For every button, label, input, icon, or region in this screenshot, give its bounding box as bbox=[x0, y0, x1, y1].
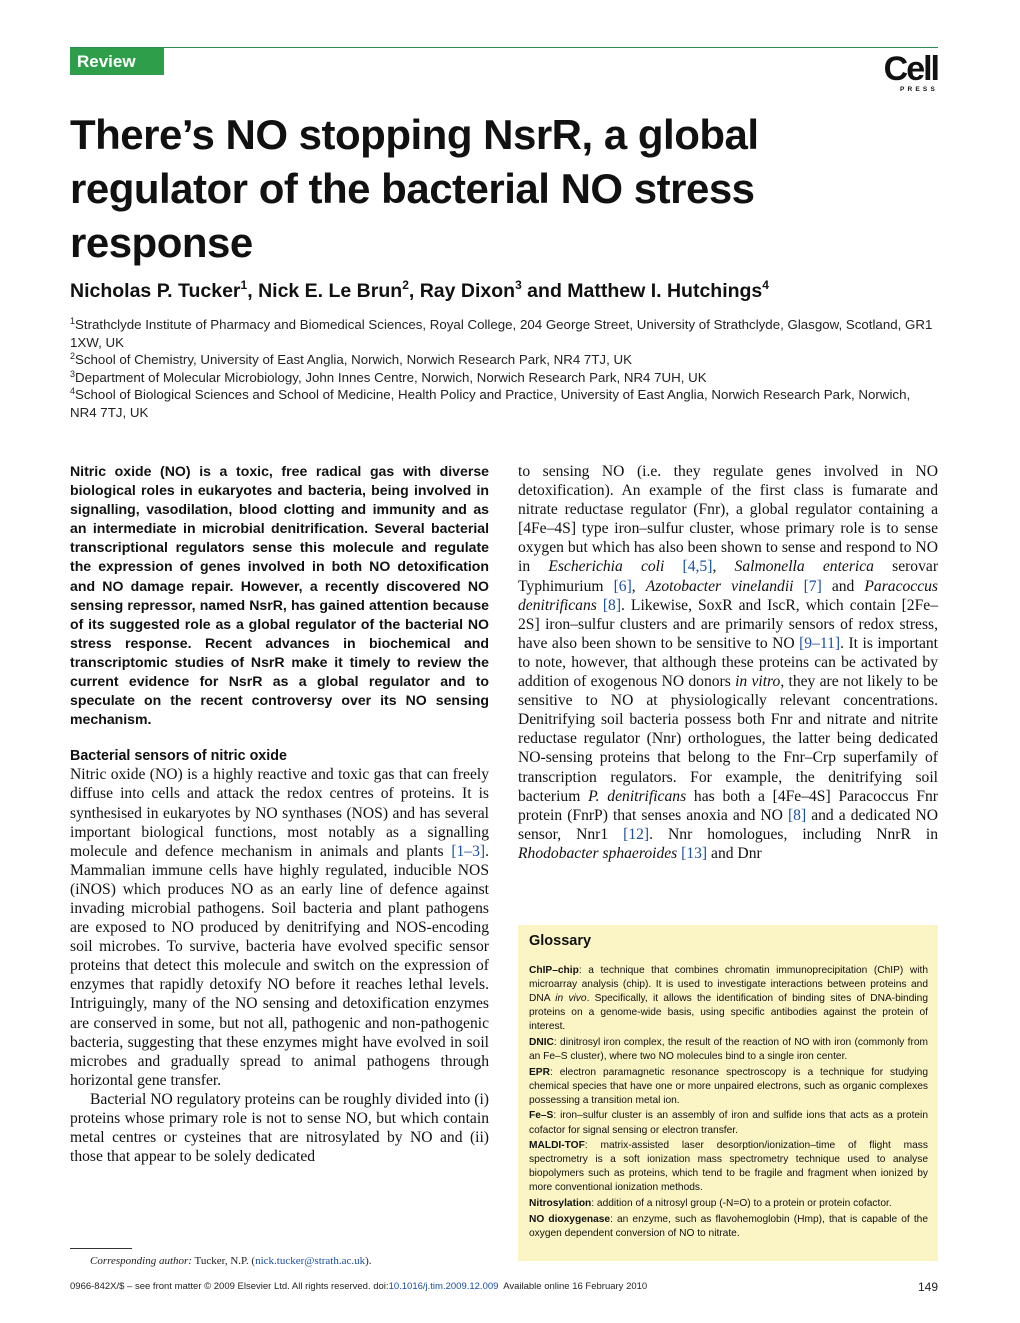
affiliation-number: 2 bbox=[70, 351, 76, 361]
page-footer bbox=[70, 1281, 710, 1293]
glossary-entry bbox=[529, 1036, 928, 1064]
glossary-entry bbox=[529, 1139, 928, 1195]
affiliation-text: Strathclyde Institute of Pharmacy and Biomedical Sciences, Royal College, 204 George Street, University of Strathclyde, Glasgow, Scotland, GR1 1XW, UK bbox=[70, 317, 933, 350]
doi-link[interactable]: 10.1016/j.tim.2009.12.009 bbox=[388, 1281, 499, 1292]
species-name: Salmonella enterica bbox=[734, 558, 874, 576]
cell-press-logo bbox=[880, 52, 938, 96]
footnote-name: Tucker, N.P. ( bbox=[191, 1255, 256, 1267]
species-name: Escherichia coli bbox=[548, 558, 665, 576]
body-text-run: to sensing NO (i.e. they regulate genes involved in NO detoxification). An example of the first class is fumarate and nitrate reductase regulator (Fnr), a global regulator containing a [4Fe–4S] type iron–sulfur cluster, whose primary role is to sense oxygen but which has also been shown to sense and respond to NO in bbox=[518, 463, 938, 576]
glossary-entry bbox=[529, 964, 928, 1034]
author-affil-mark: 1 bbox=[240, 278, 248, 292]
affiliation-text: Department of Molecular Microbiology, John Innes Centre, Norwich, Norwich Research Park, NR4 7UH, UK bbox=[75, 369, 707, 385]
page-number: 149 bbox=[917, 1280, 938, 1294]
affiliation-number: 3 bbox=[70, 368, 76, 379]
right-column bbox=[518, 462, 938, 863]
citation-link[interactable]: [12] bbox=[623, 825, 650, 843]
author-separator: , bbox=[408, 280, 420, 302]
glossary-box bbox=[518, 925, 938, 1261]
author-name: Ray Dixon bbox=[419, 280, 516, 302]
citation-link[interactable]: [6] bbox=[613, 577, 632, 595]
article-title: There’s NO stopping NsrR, a global regulator of the bacterial NO stress response bbox=[70, 111, 759, 266]
author-list bbox=[70, 277, 938, 305]
citation-link[interactable]: [7] bbox=[803, 577, 822, 595]
body-text-run: . Nnr homologues, including NnrR in bbox=[649, 825, 938, 843]
citation-link[interactable]: [13] bbox=[681, 844, 708, 862]
body-text-run: serovar Typhimurium bbox=[518, 558, 939, 595]
affiliation-number: 1 bbox=[70, 316, 76, 326]
glossary-term: MALDI-TOF bbox=[529, 1140, 585, 1152]
author-name: Nick E. Le Brun bbox=[258, 280, 403, 302]
species-name: P. denitrificans bbox=[588, 787, 687, 805]
footnote-label: Corresponding author: bbox=[90, 1255, 192, 1267]
footnote-close: ). bbox=[365, 1255, 372, 1267]
glossary-title: Glossary bbox=[529, 933, 592, 949]
citation-link[interactable]: [4,5] bbox=[682, 558, 713, 576]
glossary-term: Fe–S bbox=[529, 1110, 554, 1122]
section-heading: Bacterial sensors of nitric oxide bbox=[70, 748, 287, 765]
abstract: Nitric oxide (NO) is a toxic, free radical gas with diverse biological roles in eukaryotes and bacteria, being involved in signalling, vasodilation, blood clotting and immunity and as an intermediate in microbial denitrification. Several bacterial transcriptional regulators sense this molecule and regulate the expression of genes involved in both NO detoxification and NO damage repair. However, a recently discovered NO sensing repressor, named NsrR, has gained attention because of its suggested role as a global regulator of the bacterial NO stress response. Recent advances in biochemical and transcriptomic studies of NsrR make it timely to review the current evidence for NsrR as a global regulator and to speculate on the recent controversy over its NO sensing mechanism. bbox=[70, 463, 489, 728]
species-name: Rhodobacter sphaeroides bbox=[518, 844, 678, 862]
body-paragraph bbox=[70, 765, 489, 1090]
author-name: Nicholas P. Tucker bbox=[70, 280, 241, 302]
glossary-term: Nitrosylation bbox=[529, 1198, 592, 1209]
glossary-entry bbox=[529, 1066, 928, 1108]
citation-link[interactable]: [9–11] bbox=[799, 634, 841, 652]
glossary-term: DNIC bbox=[529, 1036, 554, 1048]
body-text-run: . Likewise, SoxR and IscR, which contain [2Fe–2S] iron–sulfur clusters and are primarily sensors of redox stress, have also been shown to be sensitive to NO bbox=[518, 596, 938, 652]
footer-online-date: Available online 16 February 2010 bbox=[498, 1281, 648, 1292]
glossary-entry bbox=[529, 1109, 928, 1137]
affiliation-number: 4 bbox=[70, 386, 76, 396]
body-paragraph bbox=[518, 462, 938, 863]
glossary-definition: : iron–sulfur cluster is an assembly of iron and sulfide ions that acts as a protein cofactor for signal sensing or electron transfer. bbox=[529, 1110, 928, 1136]
body-text-run: Nitric oxide (NO) is a highly reactive and toxic gas that can freely diffuse into cells and attack the redox centres of proteins. It is synthesised in eukaryotes by NO synthases (NOS) and has several important biological functions, most notably as a signalling molecule and defence mechanism in animals and plants bbox=[70, 766, 489, 860]
author-affil-mark: 2 bbox=[402, 278, 409, 292]
header-rule bbox=[70, 47, 938, 48]
glossary-term: ChIP–chip bbox=[529, 965, 579, 976]
footnote-rule bbox=[70, 1248, 132, 1249]
section-tag: Review bbox=[70, 48, 164, 75]
logo-word: Cell bbox=[883, 50, 938, 88]
affiliation bbox=[70, 369, 938, 387]
affiliation bbox=[70, 351, 938, 369]
affiliation-text: School of Chemistry, University of East Anglia, Norwich, Norwich Research Park, NR4 7TJ, UK bbox=[75, 352, 632, 367]
affiliation bbox=[70, 386, 938, 421]
citation-link[interactable]: [1–3] bbox=[451, 842, 486, 860]
author-name: Matthew I. Hutchings bbox=[567, 280, 763, 302]
author-affil-mark: 4 bbox=[762, 278, 769, 292]
author-separator: , bbox=[247, 280, 259, 302]
body-text-run: , bbox=[712, 558, 735, 576]
glossary-definition: : a technique that combines chromatin immunoprecipitation (ChIP) with microarray analysis (chip). It is used to investigate interactions between proteins and DNA bbox=[529, 965, 928, 1005]
body-text-run: . It is important to note, however, that although these proteins can be activated by addition of exogenous NO donors bbox=[518, 634, 939, 691]
author-email-link[interactable]: nick.tucker@strath.ac.uk bbox=[255, 1255, 366, 1267]
glossary-italic: in vivo bbox=[555, 993, 587, 1005]
left-column bbox=[70, 462, 489, 1166]
author-affil-mark: 3 bbox=[515, 278, 522, 292]
author-separator: and bbox=[521, 280, 568, 302]
italic-term: in vitro bbox=[735, 673, 781, 691]
glossary-definition: . Specifically, it allows the identification of binding sites of DNA-binding proteins on a genome-wide basis, using specific antibodies against the protein of interest. bbox=[529, 993, 928, 1033]
body-paragraph: Bacterial NO regulatory proteins can be roughly divided into (i) proteins whose primary role is not to sense NO, but which contain metal centres or cysteines that are nitrosylated by NO and (ii) those that appear to be solely dedicated bbox=[70, 1090, 489, 1166]
body-text-run: and bbox=[821, 577, 865, 595]
body-text-run: , bbox=[631, 577, 646, 595]
glossary-definition: : an enzyme, such as flavohemoglobin (Hmp), that is capable of the oxygen dependent conversion of NO to nitrate. bbox=[529, 1213, 928, 1239]
affiliation-text: School of Biological Sciences and School of Medicine, Health Policy and Practice, University of East Anglia, Norwich Research Park, Norwich, NR4 7TJ, UK bbox=[70, 387, 911, 420]
footer-issn: 0966-842X/$ – see front matter © 2009 Elsevier Ltd. All rights reserved. doi: bbox=[70, 1281, 389, 1292]
body-text-run: and a dedicated NO sensor, Nnr1 bbox=[518, 806, 938, 843]
body-text-run: . Mammalian immune cells have highly regulated, inducible NOS (iNOS) which produces NO as an early line of defence against invading microbial pathogens. Soil bacteria and plant pathogens are exposed to NO produced by denitrifying and NOS-encoding soil microbes. To survive, bacteria have evolved specific sensor proteins that detect this molecule and switch on the expression of enzymes that rapidly detoxify NO before it reaches lethal levels. Intriguingly, many of the NO sensing and detoxification enzymes are conserved in some, but not all, pathogenic and non-pathogenic bacteria, suggesting that these enzymes might have evolved in soil microbes and gradually spread to animal pathogens through horizontal gene transfer. bbox=[70, 842, 489, 1089]
glossary-entry bbox=[529, 1213, 928, 1241]
body-text-run: and Dnr bbox=[707, 844, 762, 862]
species-name: Azotobacter vinelandii bbox=[645, 577, 794, 595]
glossary-definition: : matrix-assisted laser desorption/ionization–time of flight mass spectrometry is a soft ionization mass spectrometry technique used to analyse biopolymers such as proteins, which tend to be fragile and fragment when ionized by more conventional ionization methods. bbox=[529, 1140, 928, 1194]
glossary-definition: : electron paramagnetic resonance spectroscopy is a technique for studying chemical species that have one or more unpaired electrons, such as organic complexes possessing a transition metal ion. bbox=[529, 1066, 928, 1106]
citation-link[interactable]: [8] bbox=[787, 806, 807, 824]
glossary-term: EPR bbox=[529, 1066, 550, 1078]
citation-link[interactable]: [8] bbox=[602, 596, 622, 614]
glossary-entry bbox=[529, 1197, 928, 1211]
body-text-run: , they are not likely to be sensitive to NO at physiologically relevant concentrations. Denitrifying soil bacteria possess both Fnr and nitrate and nitrite reductase regulator (Nnr) orthologues, the latter being dedicated NO-sensing proteins that belong to the Fnr–Crp superfamily of transcription regulators. For example, the denitrifying soil bacterium bbox=[518, 673, 938, 805]
glossary-term: NO dioxygenase bbox=[529, 1213, 611, 1225]
affiliation-list bbox=[70, 316, 938, 421]
corresponding-author-note bbox=[90, 1254, 510, 1268]
glossary-definition: : addition of a nitrosyl group (-N=O) to a protein or protein cofactor. bbox=[591, 1198, 892, 1209]
body-text-run bbox=[794, 578, 804, 595]
affiliation bbox=[70, 316, 938, 351]
logo-sub: PRESS bbox=[899, 86, 938, 93]
body-text-run: has both a [4Fe–4S] Paracoccus Fnr protein (FnrP) that senses anoxia and NO bbox=[518, 787, 939, 824]
species-name: Paracoccus denitrificans bbox=[518, 577, 939, 614]
glossary-definition: : dinitrosyl iron complex, the result of the reaction of NO with iron (commonly from an Fe–S cluster), where two NO molecules bind to a single iron center. bbox=[529, 1036, 928, 1063]
